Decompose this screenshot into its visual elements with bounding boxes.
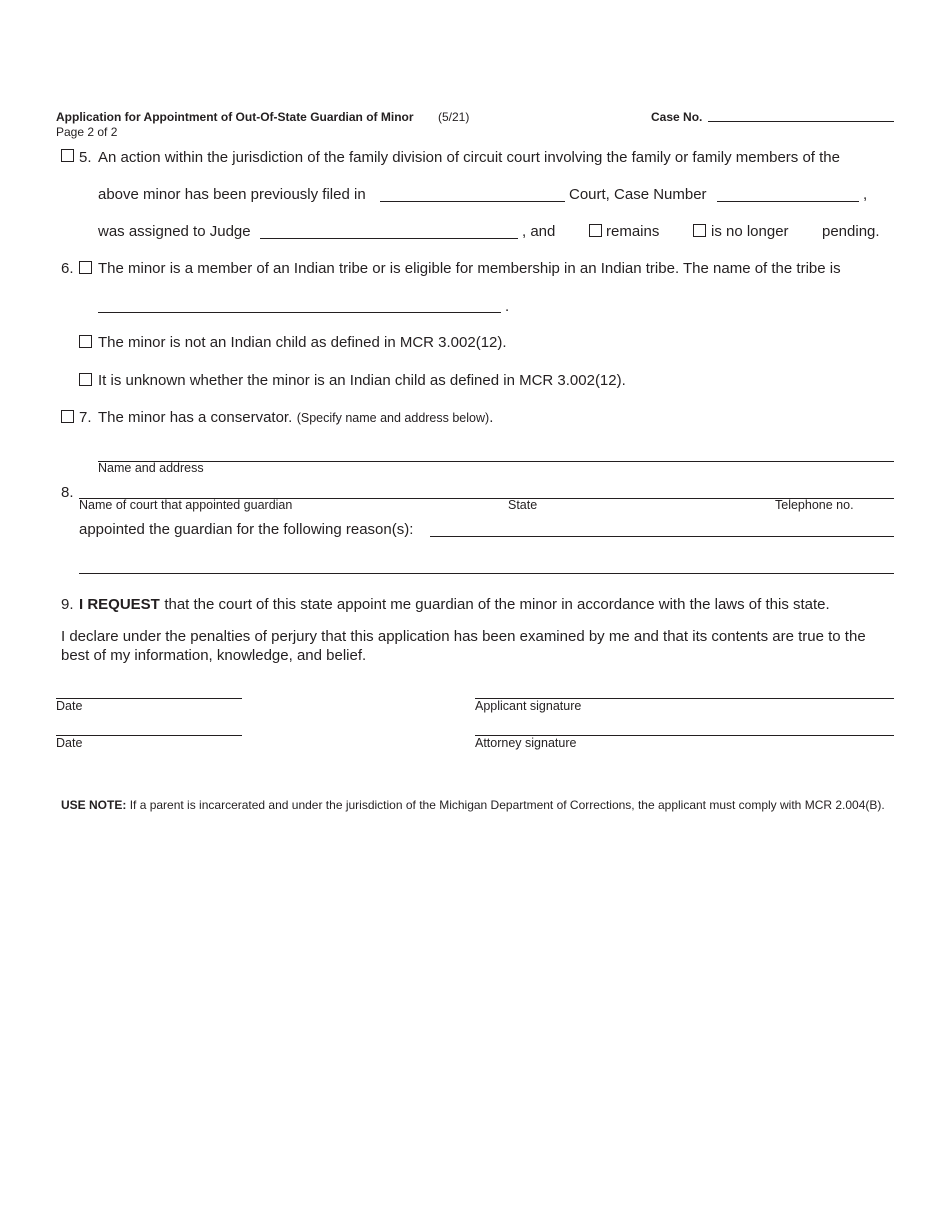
item5-filed-label: above minor has been previously filed in	[98, 186, 366, 203]
item6-number: 6.	[61, 260, 74, 277]
date-label-1: Date	[56, 699, 83, 713]
declaration-line2: best of my information, knowledge, and belief.	[61, 647, 367, 664]
telephone-label: Telephone no.	[775, 498, 854, 512]
request-text: that the court of this state appoint me guardian of the minor in accordance with the laws of this state.	[164, 596, 830, 613]
no-longer-label: is no longer	[711, 223, 789, 240]
date-field-2[interactable]	[56, 735, 242, 752]
unknown-indian-checkbox[interactable]	[79, 373, 92, 386]
attorney-signature-label: Attorney signature	[475, 736, 577, 750]
court-label: Name of court that appointed guardian	[79, 498, 293, 512]
state-label: State	[508, 498, 538, 512]
case-no-field[interactable]	[708, 121, 894, 138]
item5-line1: An action within the jurisdiction of the family division of circuit court involving the family or family members of the	[98, 149, 840, 166]
item5-checkbox[interactable]	[61, 149, 74, 162]
item9-request	[79, 596, 830, 614]
indian-tribe-checkbox[interactable]	[79, 261, 92, 274]
case-no-label: Case No.	[651, 110, 703, 124]
use-note-label: USE NOTE:	[61, 798, 127, 812]
item7-text-group	[98, 409, 493, 427]
form-revision: (5/21)	[438, 110, 470, 124]
declaration-line1: I declare under the penalties of perjury that this application has been examined by me and that its contents are true to the	[61, 628, 866, 645]
remains-label: remains	[606, 223, 660, 240]
not-indian-checkbox[interactable]	[79, 335, 92, 348]
page-number: Page 2 of 2	[56, 125, 118, 139]
conservator-checkbox[interactable]	[61, 410, 74, 423]
item5-and: , and	[522, 223, 556, 240]
name-address-label: Name and address	[98, 461, 204, 475]
applicant-signature-label: Applicant signature	[475, 699, 582, 713]
item7-specify: (Specify name and address below)	[296, 411, 490, 425]
item9-number: 9.	[61, 596, 74, 613]
prior-court-field[interactable]	[380, 201, 565, 218]
item6-period: .	[505, 298, 510, 315]
item7-text: The minor has a conservator.	[98, 409, 293, 426]
form-title: Application for Appointment of Out-Of-State Guardian of Minor	[56, 110, 414, 124]
no-longer-checkbox[interactable]	[693, 224, 706, 237]
reason-field-2[interactable]	[79, 573, 894, 590]
reason-label: appointed the guardian for the following reason(s):	[79, 521, 414, 538]
date-label-2: Date	[56, 736, 83, 750]
item8-number: 8.	[61, 484, 74, 501]
item5-case-number-label: Court, Case Number	[569, 186, 707, 203]
conservator-name-address-field[interactable]	[98, 461, 894, 478]
judge-name-field[interactable]	[260, 238, 518, 255]
request-bold: I REQUEST	[79, 596, 160, 613]
use-note	[61, 798, 885, 812]
item6-text: The minor is a member of an Indian tribe or is eligible for membership in an Indian tribe. The name of the tribe is	[98, 260, 841, 277]
tribe-name-field[interactable]	[98, 312, 501, 329]
remains-checkbox[interactable]	[589, 224, 602, 237]
item5-comma: ,	[863, 186, 868, 203]
prior-case-number-field[interactable]	[717, 201, 859, 218]
not-indian-label: The minor is not an Indian child as defined in MCR 3.002(12).	[98, 334, 507, 351]
item5-judge-label: was assigned to Judge	[98, 223, 251, 240]
item5-number: 5.	[79, 149, 92, 166]
item7-period: .	[489, 409, 494, 426]
reason-field-1[interactable]	[430, 536, 894, 553]
item7-number: 7.	[79, 409, 92, 426]
unknown-indian-label: It is unknown whether the minor is an Indian child as defined in MCR 3.002(12).	[98, 372, 626, 389]
date-field-1[interactable]	[56, 698, 242, 715]
use-note-text: If a parent is incarcerated and under the jurisdiction of the Michigan Department of Corrections, the applicant must comply with MCR 2.004(B).	[129, 798, 885, 812]
pending-label: pending.	[822, 223, 880, 240]
